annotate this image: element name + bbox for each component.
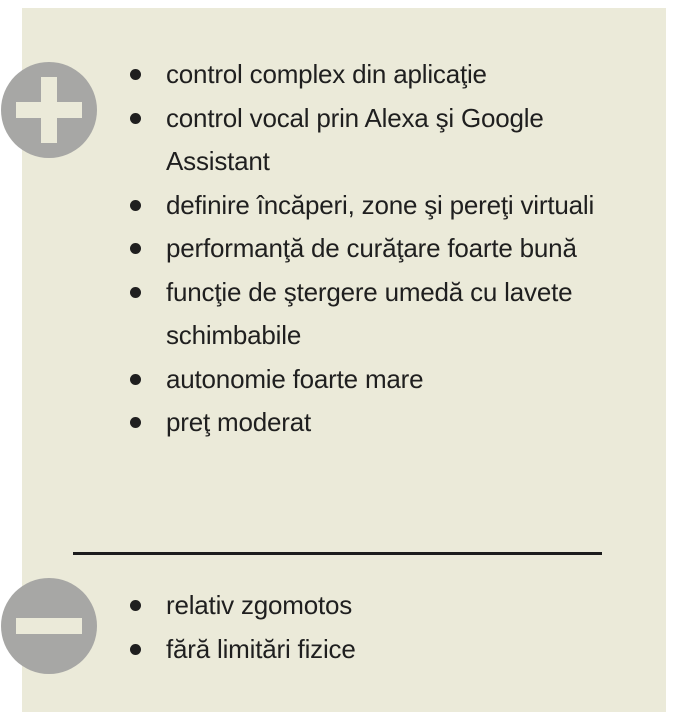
minus-icon-bar <box>16 618 82 634</box>
pros-list <box>124 53 606 445</box>
plus-icon-vertical-bar <box>41 77 57 143</box>
pros-list-item: preţ moderat <box>124 401 606 445</box>
pros-list-item: funcţie de ştergere umedă cu lavete schimbabile <box>124 271 606 358</box>
plus-icon <box>1 62 97 158</box>
pros-list-item: performanţă de curăţare foarte bună <box>124 227 606 271</box>
minus-icon <box>1 578 97 674</box>
section-divider <box>73 552 602 555</box>
cons-list-item: fără limitări fizice <box>124 628 606 672</box>
pros-list-item: definire încăperi, zone şi pereţi virtuali <box>124 184 606 228</box>
cons-list <box>124 584 606 671</box>
pros-list-item: control complex din aplicaţie <box>124 53 606 97</box>
cons-list-item: relativ zgomotos <box>124 584 606 628</box>
pros-list-item: autonomie foarte mare <box>124 358 606 402</box>
pros-list-item: control vocal prin Alexa şi Google Assistant <box>124 97 606 184</box>
